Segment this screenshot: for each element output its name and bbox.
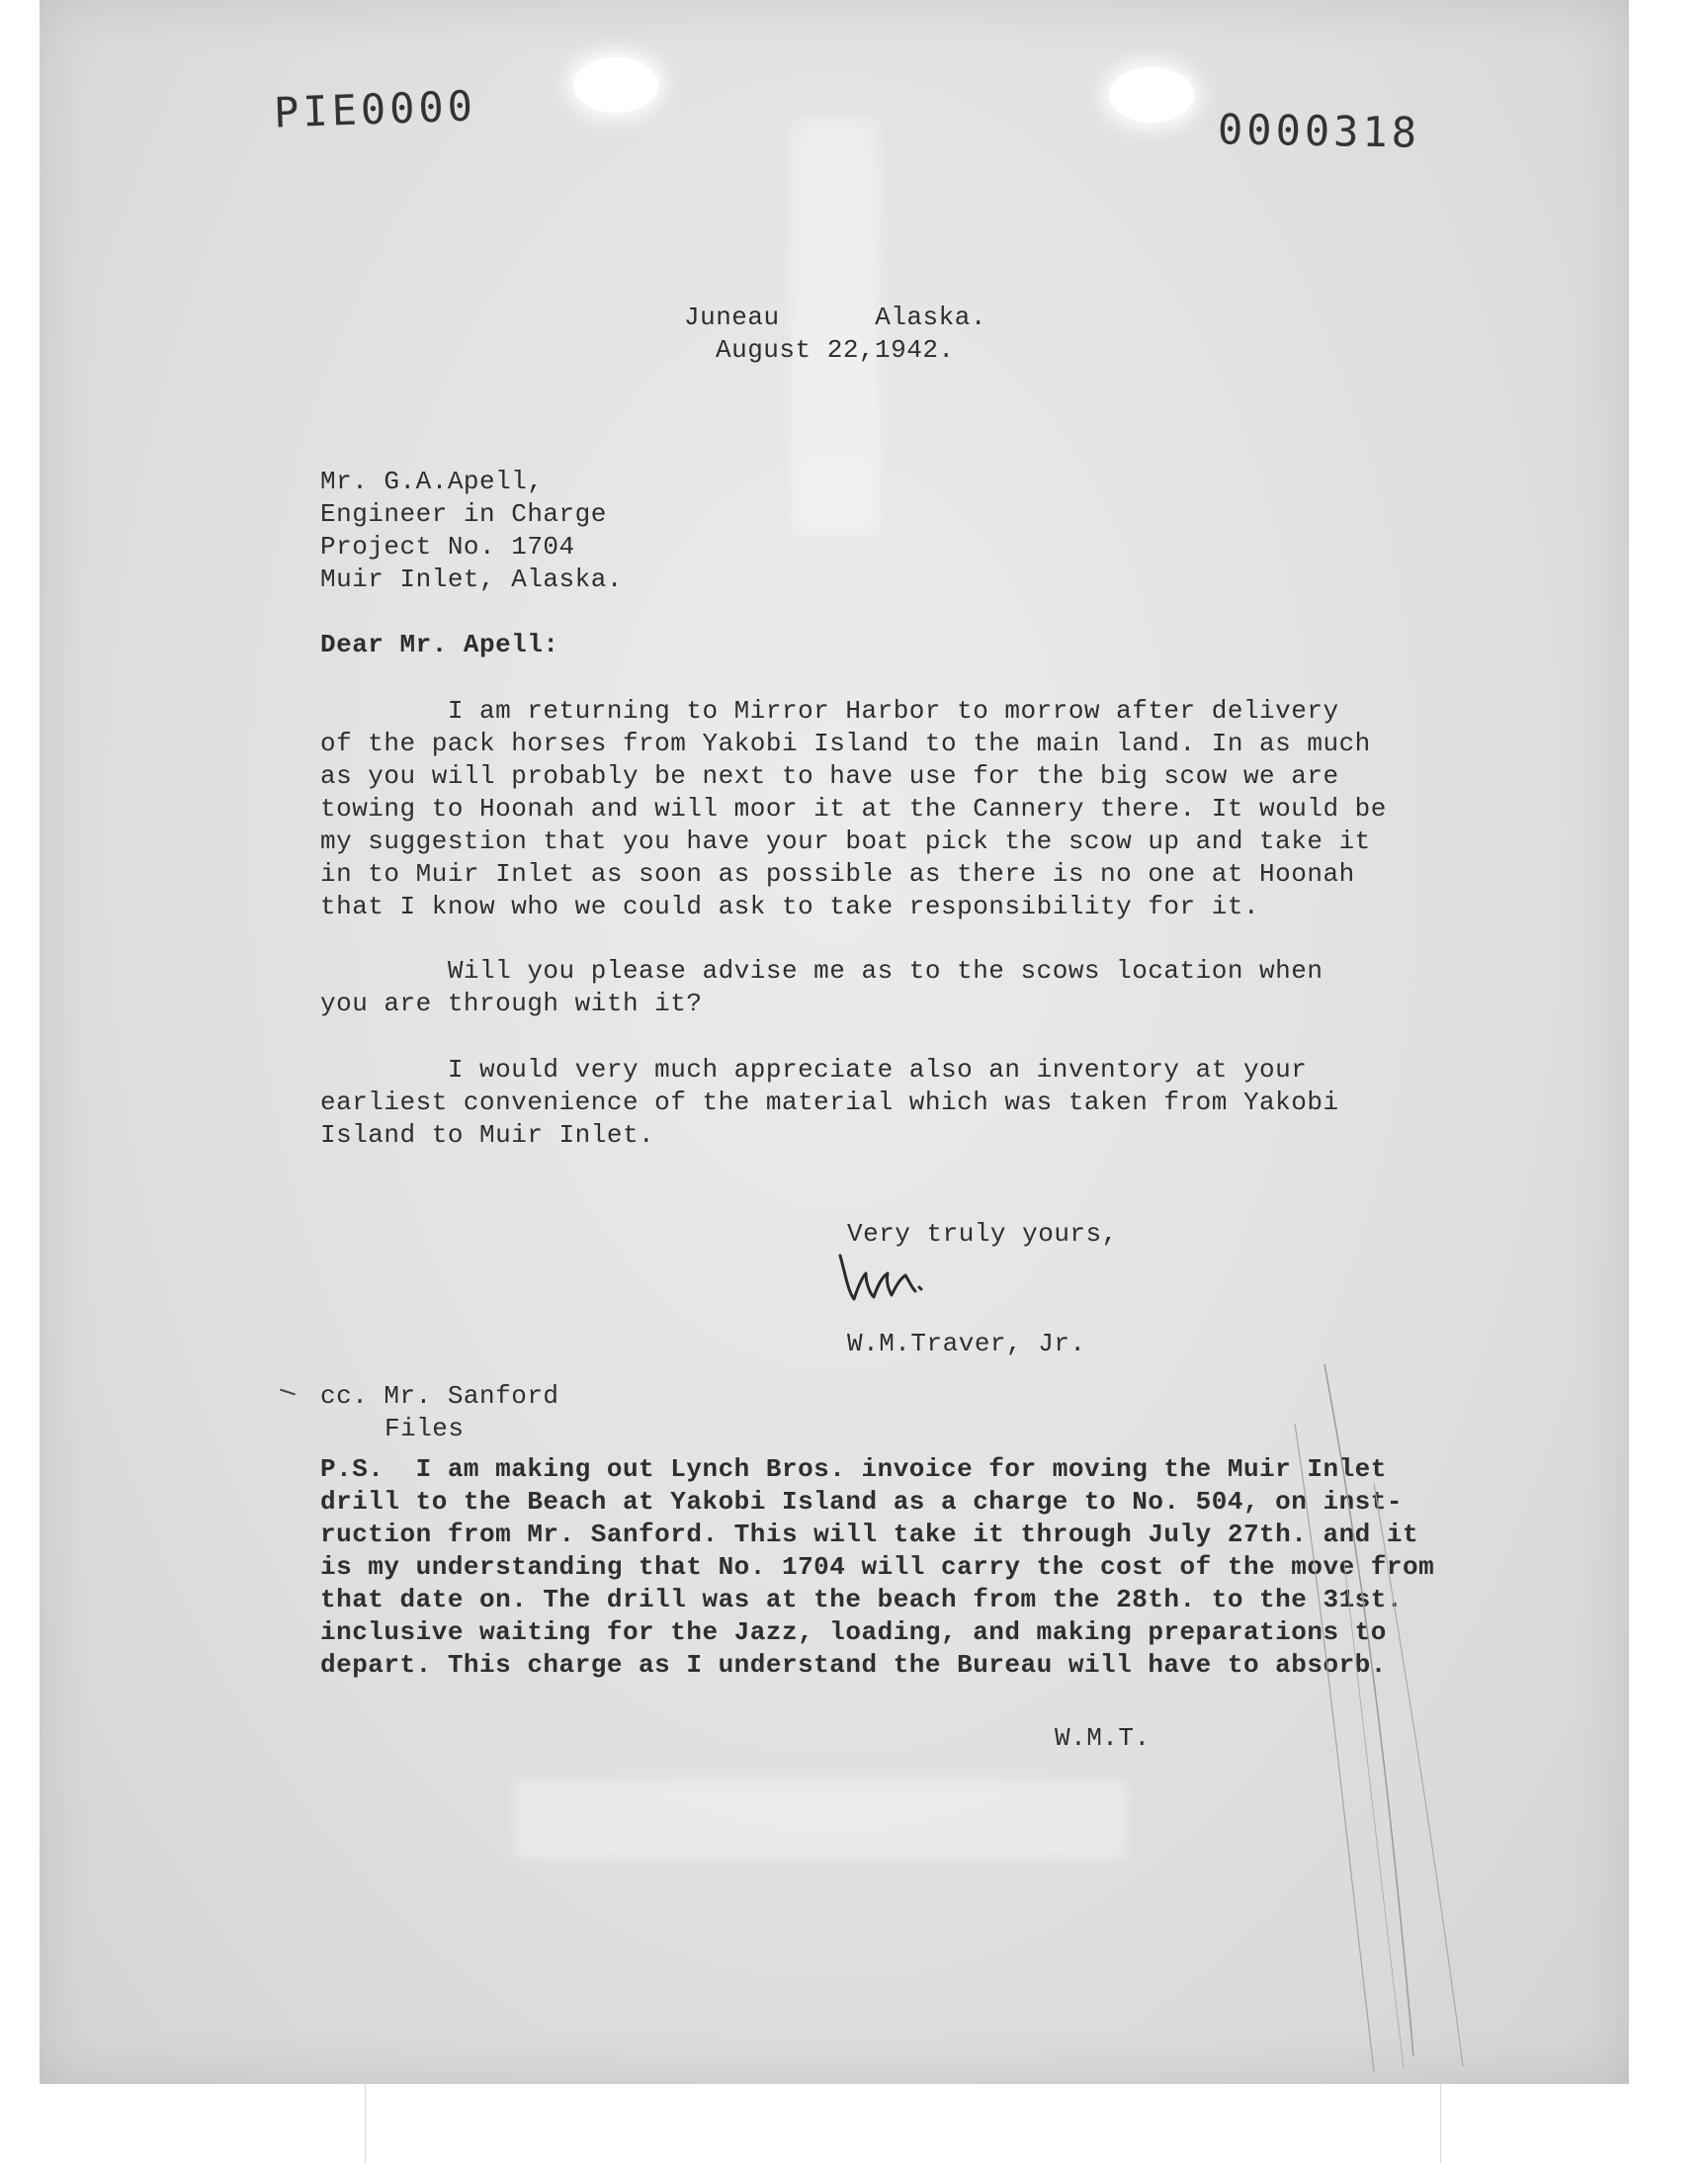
recipient-address: [320, 466, 623, 596]
paragraph-line: in to Muir Inlet as soon as possible as there is no one at Hoonah: [320, 859, 1355, 889]
address-line: Muir Inlet, Alaska.: [320, 565, 623, 594]
address-line: Engineer in Charge: [320, 499, 607, 529]
scan-edge-line: [365, 2084, 366, 2163]
handwritten-signature: [836, 1248, 955, 1307]
paragraph-line: I would very much appreciate also an inventory at your: [320, 1055, 1308, 1085]
postscript-line: drill to the Beach at Yakobi Island as a charge to No. 504, on inst-: [320, 1487, 1403, 1517]
postscript-line: inclusive waiting for the Jazz, loading, and making preparations to: [320, 1617, 1387, 1647]
address-line: Project No. 1704: [320, 532, 575, 562]
postscript-initials: W.M.T.: [1055, 1723, 1151, 1753]
document-number-stamp-left: PIE0000: [273, 81, 477, 137]
paragraph-line: you are through with it?: [320, 989, 703, 1018]
postscript-line: is my understanding that No. 1704 will carry the cost of the move from: [320, 1552, 1435, 1582]
letter-place: Juneau Alaska.: [684, 303, 986, 332]
address-line: Mr. G.A.Apell,: [320, 467, 544, 496]
paragraph-line: of the pack horses from Yakobi Island to the main land. In as much: [320, 729, 1371, 758]
pencil-marks: [1285, 1364, 1483, 2076]
paragraph-line: as you will probably be next to have use for the big scow we are: [320, 761, 1339, 791]
carbon-copy-files: Files: [384, 1414, 465, 1443]
punch-hole-left: [573, 57, 658, 113]
paragraph-line: earliest convenience of the material which was taken from Yakobi: [320, 1088, 1339, 1117]
complimentary-close: Very truly yours,: [847, 1219, 1118, 1249]
paragraph-line: my suggestion that you have your boat pick the scow up and take it: [320, 826, 1371, 856]
body-paragraph-1: [320, 695, 1387, 923]
paragraph-line: I am returning to Mirror Harbor to morrow after delivery: [320, 696, 1339, 726]
postscript-line: that date on. The drill was at the beach from the 28th. to the 31st.: [320, 1585, 1403, 1614]
paragraph-line: towing to Hoonah and will moor it at the Cannery there. It would be: [320, 794, 1387, 824]
document-number-stamp-right: 0000318: [1217, 105, 1421, 157]
postscript-line: ruction from Mr. Sanford. This will take it through July 27th. and it: [320, 1520, 1419, 1549]
carbon-copy-line: cc. Mr. Sanford: [320, 1381, 559, 1411]
signer-name: W.M.Traver, Jr.: [847, 1329, 1086, 1358]
paragraph-line: that I know who we could ask to take responsibility for it.: [320, 892, 1260, 921]
punch-hole-right: [1109, 67, 1194, 123]
body-paragraph-3: [320, 1054, 1339, 1152]
postscript-line: depart. This charge as I understand the Bureau will have to absorb.: [320, 1650, 1387, 1680]
postscript: [320, 1453, 1434, 1682]
body-paragraph-2: [320, 955, 1323, 1020]
salutation: Dear Mr. Apell:: [320, 630, 559, 659]
scan-edge-line: [1440, 2084, 1441, 2163]
paragraph-line: Will you please advise me as to the scows location when: [320, 956, 1324, 986]
paper-crease-lower: [514, 1780, 1127, 1859]
paragraph-line: Island to Muir Inlet.: [320, 1120, 655, 1150]
postscript-line: P.S. I am making out Lynch Bros. invoice for moving the Muir Inlet: [320, 1454, 1387, 1484]
letter-date: August 22,1942.: [716, 335, 955, 365]
